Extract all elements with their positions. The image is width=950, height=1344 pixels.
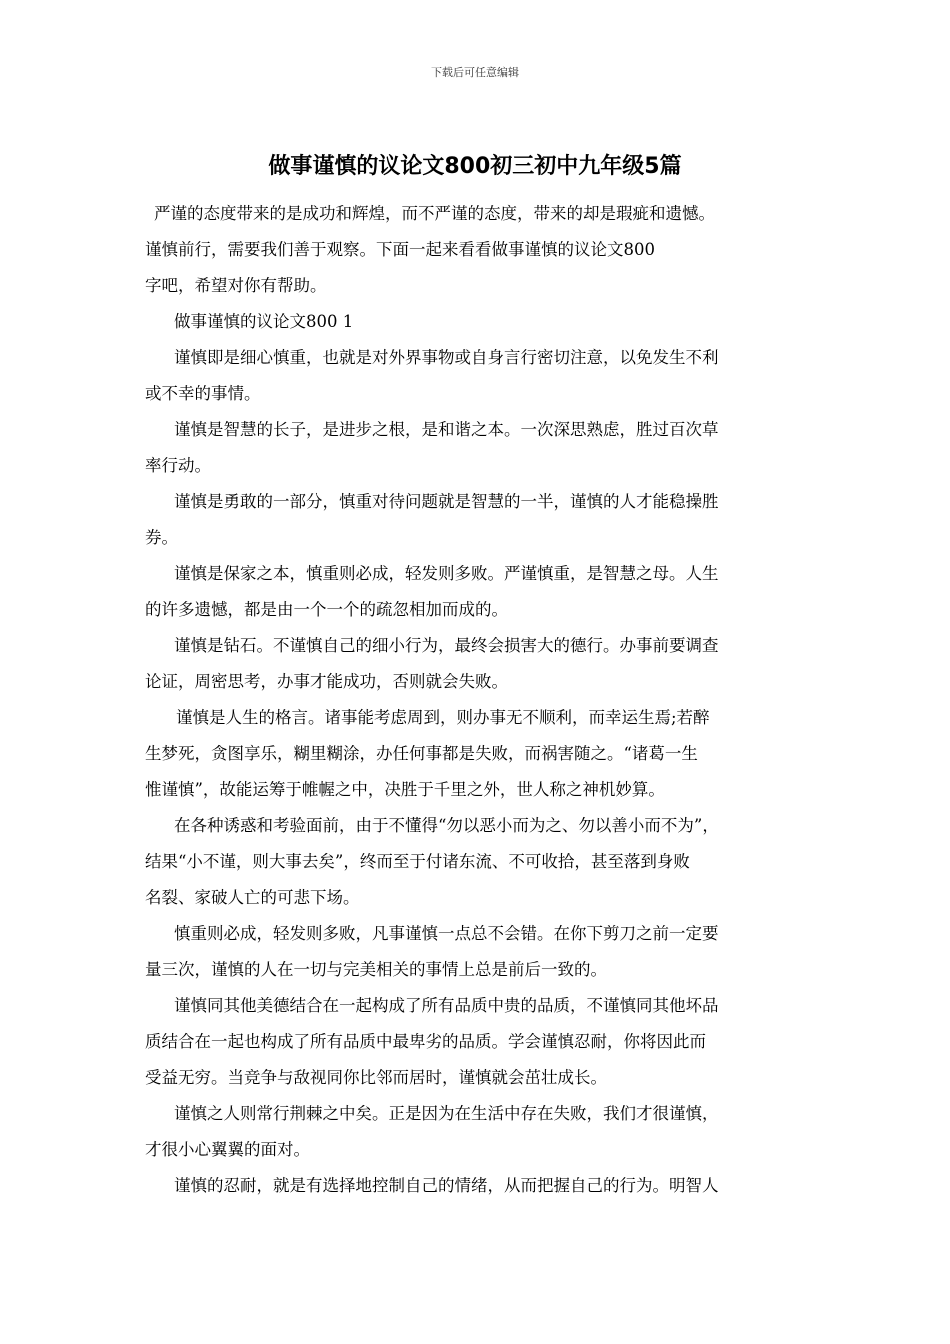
text-line: 谨慎即是细心慎重，也就是对外界事物或自身言行密切注意，以免发生不利 xyxy=(174,348,719,367)
text-line: 量三次，谨慎的人在一切与完美相关的事情上总是前后一致的。 xyxy=(145,960,607,979)
text-line: 论证，周密思考，办事才能成功，否则就会失败。 xyxy=(145,672,508,691)
text-line: 率行动。 xyxy=(145,456,211,475)
text-line: 谨慎的忍耐，就是有选择地控制自己的情绪，从而把握自己的行为。明智人 xyxy=(174,1176,719,1195)
text-line: 才很小心翼翼的面对。 xyxy=(145,1140,310,1159)
text-line: 的许多遗憾，都是由一个一个的疏忽相加而成的。 xyxy=(145,600,508,619)
document-body xyxy=(145,196,810,1204)
page-header-note: 下载后可任意编辑 xyxy=(431,66,519,79)
text-line: 名裂、家破人亡的可悲下场。 xyxy=(145,888,360,907)
text-line: 生梦死，贪图享乐，糊里糊涂，办任何事都是失败，而祸害随之。“诸葛一生 xyxy=(145,744,698,763)
document-title: 做事谨慎的议论文800初三初中九年级5篇 xyxy=(268,154,682,179)
text-line: 字吧，希望对你有帮助。 xyxy=(145,276,327,295)
text-line: 券。 xyxy=(145,528,178,547)
text-line: 谨慎是钻石。不谨慎自己的细小行为，最终会损害大的德行。办事前要调查 xyxy=(174,636,719,655)
text-line: 严谨的态度带来的是成功和辉煌，而不严谨的态度，带来的却是瑕疵和遗憾。 xyxy=(154,204,715,223)
text-line: 谨慎前行，需要我们善于观察。下面一起来看看做事谨慎的议论文800 xyxy=(145,240,655,259)
section-heading: 做事谨慎的议论文800 1 xyxy=(174,312,354,331)
text-line: 惟谨慎”，故能运筹于帷幄之中，决胜于千里之外，世人称之神机妙算。 xyxy=(145,780,665,799)
text-line: 或不幸的事情。 xyxy=(145,384,261,403)
text-line: 慎重则必成，轻发则多败，凡事谨慎一点总不会错。在你下剪刀之前一定要 xyxy=(174,924,719,943)
text-line: 受益无穷。当竞争与敌视同你比邻而居时，谨慎就会茁壮成长。 xyxy=(145,1068,607,1087)
text-line: 谨慎是保家之本，慎重则必成，轻发则多败。严谨慎重，是智慧之母。人生 xyxy=(174,564,719,583)
text-line: 谨慎是勇敢的一部分，慎重对待问题就是智慧的一半，谨慎的人才能稳操胜 xyxy=(174,492,719,511)
text-line: 质结合在一起也构成了所有品质中最卑劣的品质。学会谨慎忍耐，你将因此而 xyxy=(145,1032,706,1051)
text-line: 谨慎是智慧的长子，是进步之根，是和谐之本。一次深思熟虑，胜过百次草 xyxy=(174,420,719,439)
text-line: 谨慎同其他美德结合在一起构成了所有品质中贵的品质，不谨慎同其他坏品 xyxy=(174,996,719,1015)
text-line: 谨慎是人生的格言。诸事能考虑周到，则办事无不顺利，而幸运生焉;若醉 xyxy=(176,708,710,727)
text-line: 在各种诱惑和考验面前，由于不懂得“勿以恶小而为之、勿以善小而不为”， xyxy=(174,816,719,835)
text-line: 谨慎之人则常行荆棘之中矣。正是因为在生活中存在失败，我们才很谨慎， xyxy=(174,1104,719,1123)
text-line: 结果“小不谨，则大事去矣”，终而至于付诸东流、不可收拾，甚至落到身败 xyxy=(145,852,690,871)
